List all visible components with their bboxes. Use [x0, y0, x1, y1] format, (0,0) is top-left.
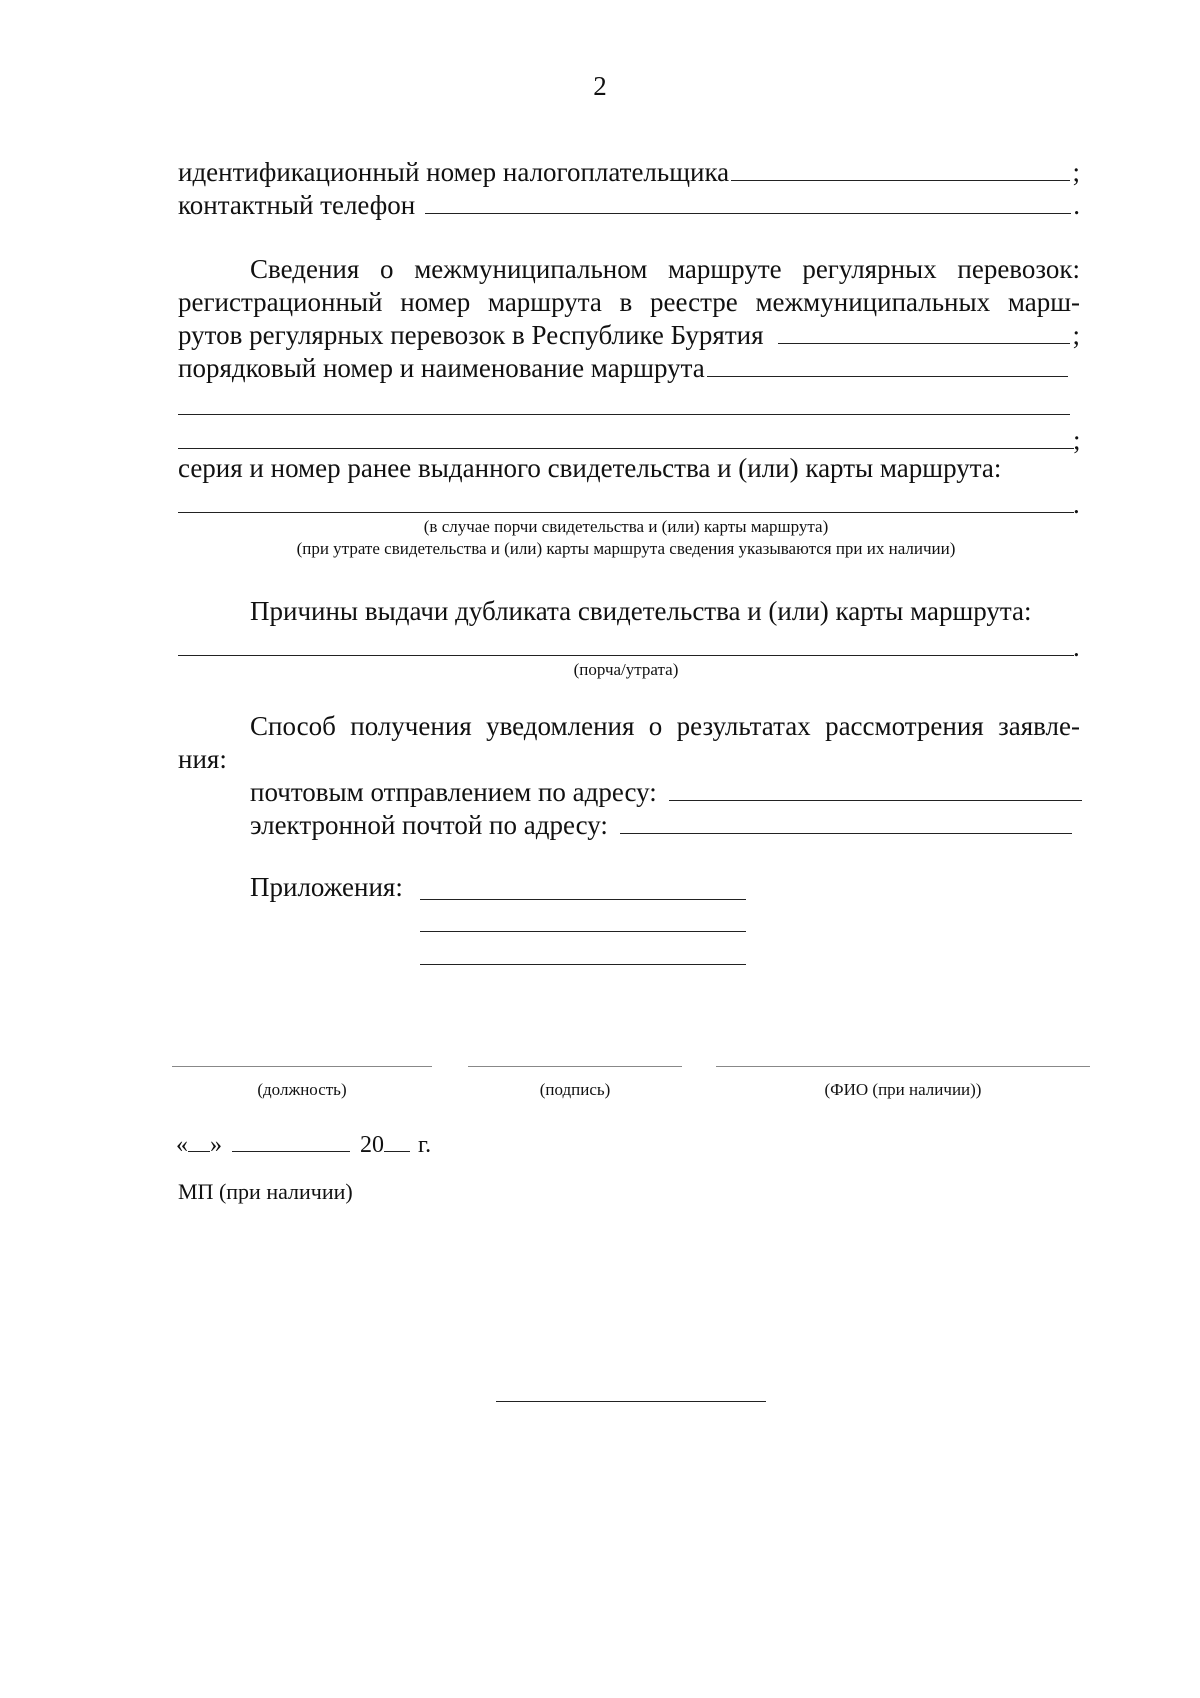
route-reg-line1: регистрационный номер маршрута в реестре межмуниципальных марш- [178, 287, 1080, 317]
reasons-label: Причины выдачи дубликата свидетельства и (или) карты маршрута: [250, 596, 1032, 626]
postal-row [250, 776, 1084, 808]
phone-field[interactable] [425, 213, 1071, 214]
email-field[interactable] [620, 833, 1072, 834]
notification-line2: ния: [178, 744, 227, 774]
inn-end: ; [1072, 157, 1080, 187]
route-name-end: ; [1073, 425, 1081, 455]
date-year-suffix: г. [418, 1132, 432, 1158]
email-row [250, 809, 1074, 841]
series-note-1: (в случае порчи свидетельства и (или) карты маршрута) [423, 517, 829, 536]
reasons-end: . [1073, 632, 1080, 662]
inn-label: идентификационный номер налогоплательщика [178, 157, 730, 187]
stamp-label: МП (при наличии) [178, 1179, 353, 1204]
route-reg-line2: рутов регулярных перевозок в Республике Бурятия [178, 320, 764, 350]
date-month-field[interactable] [232, 1151, 350, 1152]
date-day-field[interactable] [188, 1151, 210, 1152]
attachment-line-3[interactable] [420, 964, 746, 965]
date-open-quote: « [176, 1132, 188, 1158]
route-reg-end: ; [1072, 320, 1080, 350]
fio-caption: (ФИО (при наличии)) [824, 1080, 982, 1099]
page-number: 2 [593, 71, 607, 101]
postal-field[interactable] [669, 800, 1082, 801]
attachment-line-2[interactable] [420, 931, 746, 932]
position-line[interactable] [172, 1066, 432, 1067]
route-reg-row [178, 319, 1080, 351]
inn-field[interactable] [731, 180, 1070, 181]
attachment-line-1[interactable] [420, 899, 746, 900]
route-name-line-2[interactable] [178, 414, 1070, 415]
phone-label: контактный телефон [178, 190, 416, 220]
date-year-prefix: 20 [360, 1132, 384, 1158]
date-year-field[interactable] [384, 1151, 410, 1152]
phone-end: . [1073, 190, 1080, 220]
route-name-row [178, 352, 1070, 384]
attachments-label: Приложения: [250, 872, 403, 902]
route-name-line-3[interactable] [178, 448, 1074, 449]
reasons-note: (порча/утрата) [573, 660, 679, 679]
route-heading: Сведения о межмуниципальном маршруте регулярных перевозок: [250, 254, 1080, 284]
date-row [176, 1130, 431, 1160]
route-name-label: порядковый номер и наименование маршрута [178, 353, 705, 383]
phone-row [178, 189, 1080, 221]
reasons-field[interactable] [178, 655, 1074, 656]
route-name-field[interactable] [707, 376, 1068, 377]
date-close-quote: » [210, 1132, 222, 1158]
postal-label: почтовым отправлением по адресу: [250, 777, 657, 807]
signature-caption: (подпись) [539, 1080, 611, 1099]
series-field[interactable] [178, 512, 1074, 513]
route-reg-field[interactable] [778, 343, 1071, 344]
closing-separator [496, 1401, 766, 1402]
position-caption: (должность) [257, 1080, 347, 1099]
signature-line[interactable] [468, 1066, 682, 1067]
series-label: серия и номер ранее выданного свидетельства и (или) карты маршрута: [178, 453, 1002, 483]
inn-row [178, 156, 1080, 188]
series-note-2: (при утрате свидетельства и (или) карты маршрута сведения указываются при их наличии) [296, 539, 956, 558]
fio-line[interactable] [716, 1066, 1090, 1067]
series-end: . [1073, 489, 1080, 519]
email-label: электронной почтой по адресу: [250, 810, 608, 840]
notification-line1: Способ получения уведомления о результатах рассмотрения заявле- [250, 711, 1080, 741]
